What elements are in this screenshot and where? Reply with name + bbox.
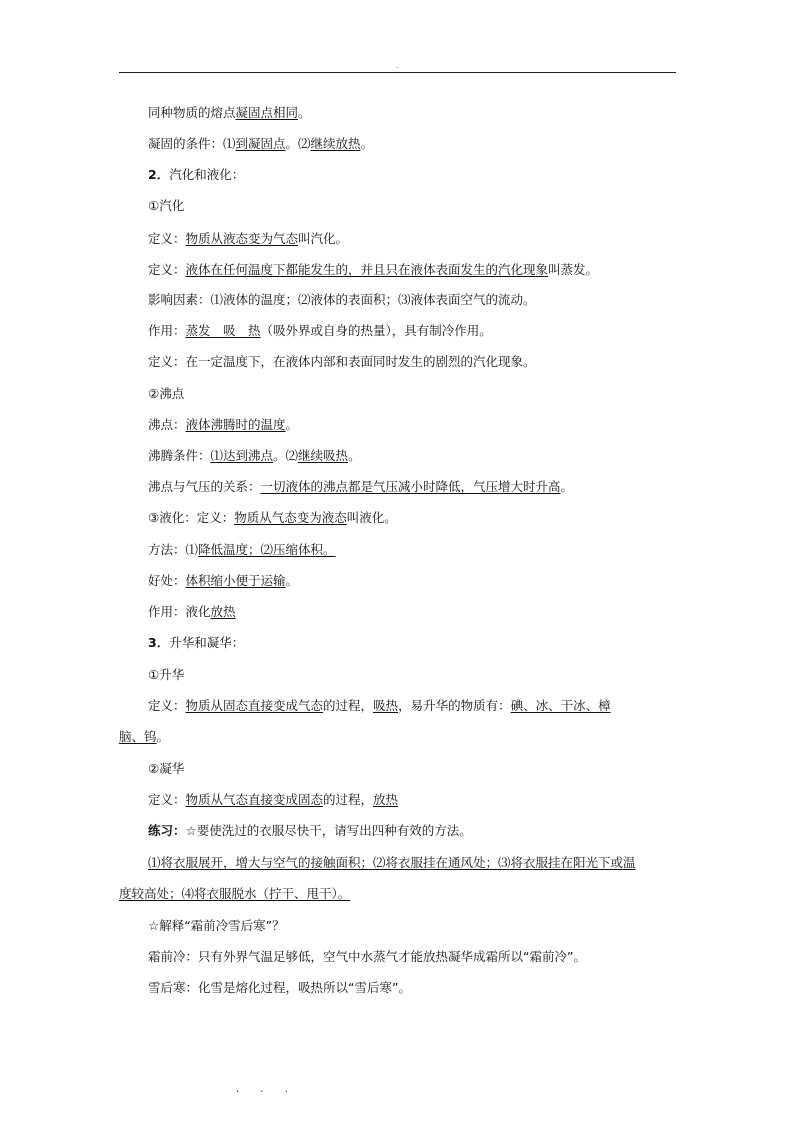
line-solidify-condition: 凝固的条件：⑴到凝固点。⑵继续放热。 xyxy=(148,136,374,151)
line-evaporation-def: 定义：液体在任何温度下都能发生的，并且只在液体表面发生的汽化现象叫蒸发。 xyxy=(148,262,599,277)
header-dot: . xyxy=(396,62,399,70)
subheading-deposition: ②凝华 xyxy=(148,761,185,776)
line-melting-point: 同种物质的熔点凝固点相同。 xyxy=(148,105,311,120)
header-rule xyxy=(119,72,676,73)
line-boiling-condition: 沸腾条件：⑴达到沸点。⑵继续吸热。 xyxy=(148,448,361,463)
line-liquefaction-methods: 方法：⑴降低温度；⑵压缩体积。 xyxy=(148,542,336,557)
line-exercise-answer-1: ⑴将衣服展开，增大与空气的接触面积；⑵将衣服挂在通风处；⑶将衣服挂在阳光下或温 xyxy=(148,855,636,870)
subheading-vaporization: ①汽化 xyxy=(148,198,185,213)
line-exercise-answer-2: 度较高处；⑷将衣服脱水（拧干、甩干）。 xyxy=(119,886,351,901)
line-deposition-def: 定义：物质从气态直接变成固态的过程，放热 xyxy=(148,792,399,807)
line-evaporation-effect: 作用：蒸发 吸 热（吸外界或自身的热量），具有制冷作用。 xyxy=(148,323,492,338)
line-sublimation-def: 定义：物质从固态直接变成气态的过程，吸热，易升华的物质有：碘、冰、干冰、樟 xyxy=(148,698,611,713)
line-liquefaction-effect: 作用：液化放热 xyxy=(148,604,236,619)
line-exercise-question: 练习：☆要使洗过的衣服尽快干，请写出四种有效的方法。 xyxy=(148,823,472,838)
line-vaporization-def: 定义：物质从液态变为气态叫汽化。 xyxy=(148,231,349,246)
line-frost-explanation: 霜前冷：只有外界气温足够低，空气中水蒸气才能放热凝华成霜所以“霜前冷”。 xyxy=(148,949,586,964)
line-liquefaction-def: ③液化：定义：物质从气态变为液态叫液化。 xyxy=(148,510,397,525)
section-2-heading: 2．汽化和液化： xyxy=(148,167,245,182)
line-boiling-point-def: 沸点：液体沸腾时的温度。 xyxy=(148,417,299,432)
subheading-sublimation: ①升华 xyxy=(148,667,185,682)
line-liquefaction-benefit: 好处：体积缩小便于运输。 xyxy=(148,573,299,588)
line-influencing-factors: 影响因素：⑴液体的温度；⑵液体的表面积；⑶液体表面空气的流动。 xyxy=(148,292,536,307)
line-boiling-def: 定义：在一定温度下，在液体内部和表面同时发生的剧烈的汽化现象。 xyxy=(148,354,536,369)
subheading-boiling-point: ②沸点 xyxy=(148,386,185,401)
line-snow-explanation: 雪后寒：化雪是熔化过程，吸热所以“雪后寒”。 xyxy=(148,980,411,995)
section-3-heading: 3．升华和凝华： xyxy=(148,635,245,650)
line-explain-question: ☆解释“霜前冷雪后寒”？ xyxy=(148,918,285,933)
footer-dots: . . . xyxy=(236,1084,297,1095)
line-pressure-relation: 沸点与气压的关系：一切液体的沸点都是气压减小时降低，气压增大时升高。 xyxy=(148,479,574,494)
line-sublimation-cont: 脑、钨。 xyxy=(119,729,170,744)
